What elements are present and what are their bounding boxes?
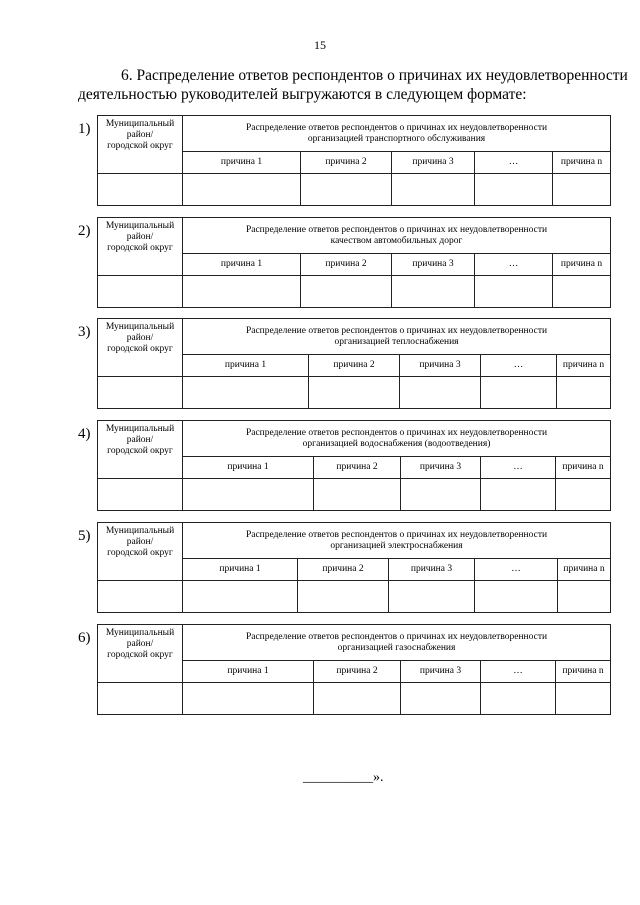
empty-data-cell <box>556 683 611 715</box>
distribution-table-3 <box>78 318 610 408</box>
table-number: 3) <box>78 324 91 340</box>
empty-data-cell <box>392 174 475 206</box>
column-header: причина 3 <box>401 661 481 683</box>
empty-data-cell <box>98 581 183 613</box>
heading-line-1: 6. Распределение ответов респондентов о причинах их неудовлетворенности <box>121 67 628 84</box>
closing-line: __________». <box>303 770 384 785</box>
distribution-header-cell: Распределение ответов респондентов о причинах их неудовлетворенности организацией теплоснабжения <box>183 319 611 355</box>
empty-data-cell <box>314 479 401 511</box>
column-header: … <box>481 355 557 377</box>
empty-data-cell <box>558 581 611 613</box>
column-header: причина 2 <box>309 355 400 377</box>
empty-data-cell <box>392 276 475 308</box>
table-grid <box>97 217 611 308</box>
empty-data-cell <box>475 174 553 206</box>
empty-data-cell <box>314 683 401 715</box>
column-header: причина 2 <box>301 254 392 276</box>
region-header-cell: Муниципальный район/ городской округ <box>98 116 183 174</box>
empty-data-cell <box>301 174 392 206</box>
column-header: причина 2 <box>298 559 389 581</box>
column-header: причина n <box>558 559 611 581</box>
distribution-header-cell: Распределение ответов респондентов о причинах их неудовлетворенности организацией электроснабжения <box>183 523 611 559</box>
column-header: причина n <box>557 355 611 377</box>
region-header-cell: Муниципальный район/ городской округ <box>98 523 183 581</box>
empty-data-cell <box>400 377 481 409</box>
empty-data-cell <box>183 377 309 409</box>
empty-data-cell <box>183 276 301 308</box>
distribution-table-4 <box>78 420 610 510</box>
empty-data-cell <box>183 174 301 206</box>
table-number: 5) <box>78 528 91 544</box>
heading-line-2: деятельностью руководителей выгружаются в следующем формате: <box>78 86 527 103</box>
distribution-table-2 <box>78 217 610 307</box>
column-header: … <box>481 457 556 479</box>
distribution-table-1 <box>78 115 610 205</box>
empty-data-cell <box>98 479 183 511</box>
distribution-table-5 <box>78 522 610 612</box>
column-header: причина 2 <box>314 457 401 479</box>
table-grid <box>97 420 611 511</box>
empty-data-cell <box>183 581 298 613</box>
column-header: причина 1 <box>183 661 314 683</box>
empty-data-cell <box>298 581 389 613</box>
table-number: 1) <box>78 121 91 137</box>
empty-data-cell <box>183 683 314 715</box>
empty-data-cell <box>475 581 558 613</box>
column-header: причина n <box>556 661 611 683</box>
empty-data-cell <box>98 683 183 715</box>
empty-data-cell <box>301 276 392 308</box>
table-number: 2) <box>78 223 91 239</box>
section-heading <box>78 66 628 104</box>
column-header: причина 1 <box>183 152 301 174</box>
table-number: 6) <box>78 630 91 646</box>
page-number: 15 <box>314 38 326 52</box>
distribution-header-cell: Распределение ответов респондентов о причинах их неудовлетворенности организацией водоснабжения (водоотведения) <box>183 421 611 457</box>
column-header: причина 3 <box>392 152 475 174</box>
region-header-cell: Муниципальный район/ городской округ <box>98 319 183 377</box>
column-header: причина n <box>553 152 611 174</box>
empty-data-cell <box>98 174 183 206</box>
empty-data-cell <box>401 479 481 511</box>
empty-data-cell <box>557 377 611 409</box>
column-header: причина 3 <box>400 355 481 377</box>
empty-data-cell <box>481 479 556 511</box>
empty-data-cell <box>556 479 611 511</box>
empty-data-cell <box>401 683 481 715</box>
column-header: причина 1 <box>183 559 298 581</box>
table-grid <box>97 624 611 715</box>
table-grid <box>97 115 611 206</box>
table-number: 4) <box>78 426 91 442</box>
empty-data-cell <box>553 174 611 206</box>
column-header: … <box>481 661 556 683</box>
column-header: причина 1 <box>183 254 301 276</box>
column-header: причина 3 <box>389 559 475 581</box>
empty-data-cell <box>475 276 553 308</box>
region-header-cell: Муниципальный район/ городской округ <box>98 218 183 276</box>
column-header: причина n <box>556 457 611 479</box>
column-header: … <box>475 254 553 276</box>
column-header: причина n <box>553 254 611 276</box>
column-header: причина 3 <box>392 254 475 276</box>
table-grid <box>97 522 611 613</box>
column-header: причина 3 <box>401 457 481 479</box>
empty-data-cell <box>481 377 557 409</box>
region-header-cell: Муниципальный район/ городской округ <box>98 421 183 479</box>
distribution-header-cell: Распределение ответов респондентов о причинах их неудовлетворенности качеством автомобильных дорог <box>183 218 611 254</box>
distribution-table-6 <box>78 624 610 714</box>
empty-data-cell <box>98 276 183 308</box>
empty-data-cell <box>389 581 475 613</box>
empty-data-cell <box>481 683 556 715</box>
column-header: … <box>475 559 558 581</box>
column-header: … <box>475 152 553 174</box>
distribution-header-cell: Распределение ответов респондентов о причинах их неудовлетворенности организацией газоснабжения <box>183 625 611 661</box>
table-grid <box>97 318 611 409</box>
column-header: причина 2 <box>301 152 392 174</box>
region-header-cell: Муниципальный район/ городской округ <box>98 625 183 683</box>
empty-data-cell <box>183 479 314 511</box>
column-header: причина 2 <box>314 661 401 683</box>
empty-data-cell <box>98 377 183 409</box>
column-header: причина 1 <box>183 355 309 377</box>
distribution-header-cell: Распределение ответов респондентов о причинах их неудовлетворенности организацией транспортного обслуживания <box>183 116 611 152</box>
empty-data-cell <box>553 276 611 308</box>
empty-data-cell <box>309 377 400 409</box>
column-header: причина 1 <box>183 457 314 479</box>
